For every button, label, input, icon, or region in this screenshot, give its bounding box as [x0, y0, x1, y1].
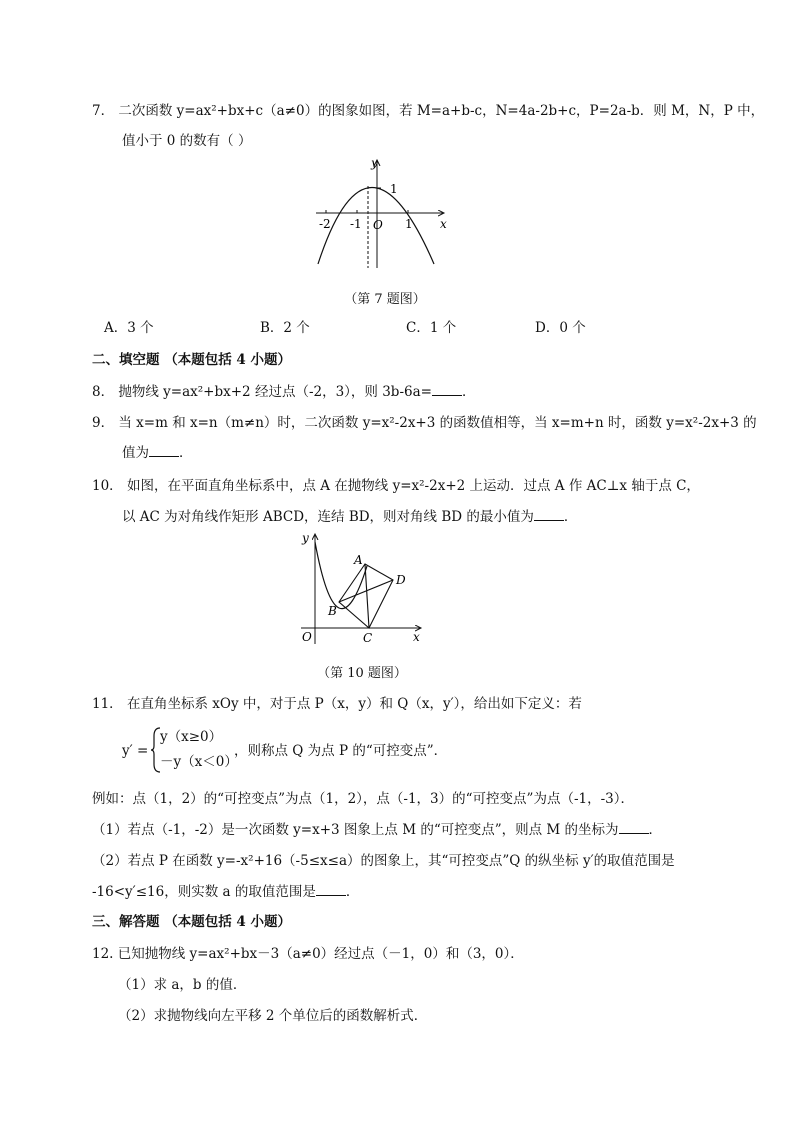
q11-example: 例如：点（1，2）的“可控变点”为点（1，2），点（-1，3）的“可控变点”为点（-1，-3）． [92, 791, 635, 807]
q11-part2-blank[interactable] [316, 882, 346, 896]
q10-point-d: D [396, 573, 406, 587]
q7-origin-label: O [373, 218, 383, 232]
q7-option-b: B．2 个 [260, 320, 310, 336]
q9-line1: 9． 当 x=m 和 x=n（m≠n）时，二次函数 y=x²-2x+3 的函数值相等，当 x=m+n 时，函数 y=x²-2x+3 的 [92, 415, 757, 431]
q10-origin-label: O [302, 630, 312, 644]
q11-part2-line2 [92, 882, 359, 902]
q11-case1: y（x≥0） [160, 729, 223, 745]
q10-answer-blank[interactable] [534, 507, 564, 521]
q7-option-d: D．0 个 [535, 320, 586, 336]
q7-tick-m1: -1 [350, 217, 362, 231]
q11-line1: 11． 在直角坐标系 xOy 中，对于点 P（x，y）和 Q（x，y′），给出如下定义：若 [92, 696, 582, 712]
q7-option-a: A．3 个 [104, 320, 154, 336]
q11-part2-text: -16<y′≤16，则实数 a 的取值范围是 [92, 884, 316, 900]
section-3-heading: 三、解答题 （本题包括 4 小题） [92, 914, 291, 930]
q12-line1: 12. 已知抛物线 y=ax²+bx－3（a≠0）经过点（－1，0）和（3，0）． [92, 946, 524, 962]
q10-point-c: C [363, 631, 373, 645]
q7-line2: 值小于 0 的数有（ ） [122, 133, 252, 149]
q11-yprime: y′ = [122, 743, 149, 759]
q9-answer-blank[interactable] [149, 443, 179, 457]
section-2-heading: 二、填空题 （本题包括 4 小题） [92, 352, 291, 368]
q7-line1: 7． 二次函数 y=ax²+bx+c（a≠0）的图象如图，若 M=a+b-c，N=4a-2b+c，P=2a-b．则 M，N，P 中， [92, 103, 765, 119]
q7-x-label: x [440, 217, 447, 231]
q10-text: 以 AC 为对角线作矩形 ABCD，连结 BD，则对角线 BD 的最小值为 [122, 509, 534, 525]
q9-end: ． [179, 445, 193, 461]
q10-point-b: B [328, 604, 337, 618]
q10-y-label: y [302, 532, 309, 545]
q11-part1-blank[interactable] [619, 820, 649, 834]
q12-part1: （1）求 a，b 的值． [118, 977, 247, 993]
q7-y-label: y [371, 156, 378, 170]
q11-definition-tail: ，则称点 Q 为点 P 的“可控变点”． [234, 743, 448, 759]
q8-text: 8． 抛物线 y=ax²+bx+2 经过点（-2，3），则 3b-6a= [92, 384, 432, 400]
q7-tick-y1: 1 [390, 182, 398, 196]
q10-point-a: A [354, 553, 363, 567]
q11-part1 [92, 820, 662, 840]
q10-x-label: x [413, 630, 420, 644]
q10-end: ． [563, 509, 578, 525]
q11-part2: （2）若点 P 在函数 y=-x²+16（-5≤x≤a）的图象上，其“可控变点”Q 的纵坐标 y′的取值范围是 [92, 853, 675, 869]
q8-line [92, 382, 475, 402]
q7-tick-m2: -2 [319, 217, 331, 231]
q10-caption: （第 10 题图） [317, 666, 407, 681]
q7-tick-1: 1 [405, 217, 413, 231]
q7-option-c: C．1 个 [406, 320, 457, 336]
q10-figure [295, 532, 425, 647]
q7-figure [310, 156, 460, 271]
q11-part1-text: （1）若点（-1，-2）是一次函数 y=x+3 图象上点 M 的“可控变点”，则点 M 的坐标为 [92, 822, 619, 838]
q11-part2-end: ． [345, 884, 360, 900]
q10-line1: 10． 如图，在平面直角坐标系中，点 A 在抛物线 y=x²-2x+2 上运动．过点 A 作 AC⊥x 轴于点 C， [92, 478, 700, 494]
q10-line2 [122, 507, 577, 527]
q9-line2 [122, 443, 193, 463]
q11-case2: －y（x＜0） [160, 754, 238, 770]
q11-part1-end: ． [648, 822, 663, 838]
q7-caption: （第 7 题图） [344, 292, 426, 307]
q12-part2: （2）求抛物线向左平移 2 个单位后的函数解析式． [118, 1008, 428, 1024]
q8-answer-blank[interactable] [432, 382, 462, 396]
q9-text: 值为 [122, 445, 149, 461]
q8-end: ． [461, 384, 476, 400]
